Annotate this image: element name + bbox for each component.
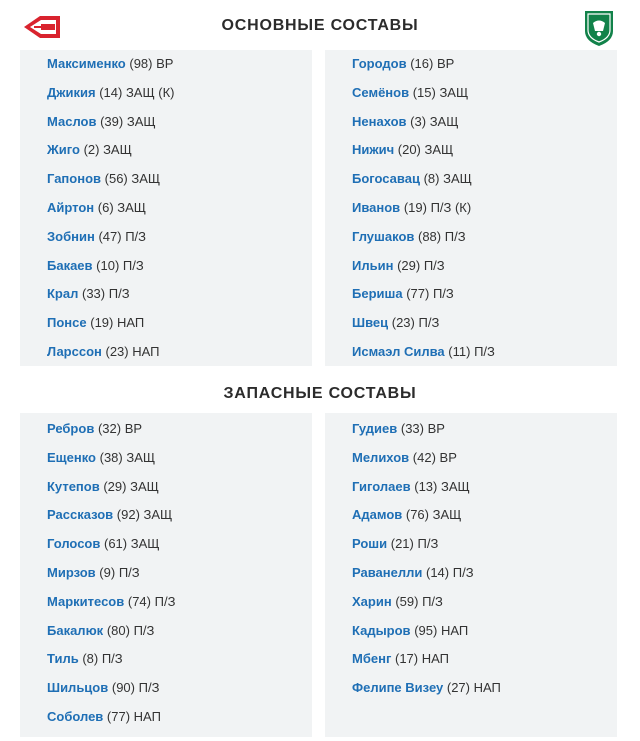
player-row [325, 50, 617, 79]
player-position: П/З (К) [430, 199, 472, 215]
player-name-link[interactable]: Рассказов [47, 507, 114, 523]
player-position: ЗАЩ [130, 478, 159, 494]
player-name-link[interactable]: Крал [47, 286, 79, 302]
player-row [325, 674, 617, 703]
player-position: П/З [474, 343, 495, 359]
player-position: НАП [473, 680, 501, 696]
player-position: ВР [439, 449, 457, 465]
player-name-link[interactable]: Мирзов [47, 564, 96, 580]
player-number: (27) [446, 680, 470, 696]
player-row [325, 338, 617, 367]
player-row [325, 501, 617, 530]
player-name-link[interactable]: Бакаев [47, 257, 93, 273]
player-row [20, 136, 312, 165]
player-position: П/З [138, 680, 160, 696]
player-row [20, 223, 312, 252]
player-name-link[interactable]: Зобнин [47, 228, 95, 244]
player-row [20, 703, 312, 732]
starting-lineups-header [0, 0, 640, 50]
player-position: ЗАЩ [443, 171, 472, 187]
page-title: ОСНОВНЫЕ СОСТАВЫ [221, 17, 419, 34]
player-position: НАП [440, 622, 469, 638]
home-starters-panel [20, 50, 312, 366]
starting-lineups-section [0, 0, 640, 368]
player-name-link[interactable]: Фелипе Визеу [352, 680, 444, 696]
player-name-link[interactable]: Тиль [47, 651, 79, 667]
player-position: П/З [108, 286, 130, 302]
player-row [325, 588, 617, 617]
player-name-link[interactable]: Нижич [352, 142, 395, 158]
player-row [325, 252, 617, 281]
player-position: НАП [133, 708, 161, 724]
player-name-link[interactable]: Мелихов [352, 449, 410, 465]
player-name-link[interactable]: Ильин [352, 257, 394, 273]
player-position: ВР [436, 56, 455, 71]
player-position: НАП [421, 651, 449, 667]
player-name-link[interactable]: Мбенг [352, 651, 392, 667]
player-number: (19) [403, 199, 427, 215]
player-number: (56) [104, 171, 128, 187]
player-row [325, 617, 617, 646]
player-name-link[interactable]: Ещенко [47, 449, 96, 465]
player-position: ЗАЩ [103, 142, 132, 158]
player-position: ЗАЩ (К) [125, 84, 175, 100]
player-position: ВР [156, 56, 174, 71]
player-name-link[interactable]: Ненахов [352, 113, 407, 129]
player-name-link[interactable]: Понсе [47, 315, 87, 331]
player-number: (21) [390, 536, 414, 552]
player-row [325, 645, 617, 674]
player-number: (80) [106, 622, 130, 638]
player-name-link[interactable]: Городов [352, 56, 407, 71]
player-number: (15) [412, 84, 436, 100]
player-name-link[interactable]: Исмаэл Силва [352, 343, 445, 359]
player-number: (29) [397, 257, 421, 273]
player-position: НАП [132, 343, 160, 359]
player-row [20, 309, 312, 338]
player-position: ЗАЩ [117, 199, 146, 215]
player-number: (33) [400, 421, 424, 436]
player-number: (76) [405, 507, 429, 523]
player-name-link[interactable]: Гапонов [47, 171, 102, 187]
player-number: (3) [410, 113, 427, 129]
player-number: (95) [414, 622, 438, 638]
player-number: (29) [103, 478, 127, 494]
player-name-link[interactable]: Гиголаев [352, 478, 411, 494]
player-position: ЗАЩ [131, 171, 161, 187]
player-number: (2) [83, 142, 100, 158]
player-position: П/З [432, 286, 454, 302]
player-number: (59) [395, 593, 419, 609]
section-title: ЗАПАСНЫЕ СОСТАВЫ [223, 385, 417, 402]
player-number: (98) [129, 56, 153, 71]
player-number: (39) [100, 113, 124, 129]
player-number: (38) [99, 449, 123, 465]
player-number: (11) [448, 343, 471, 359]
player-row [20, 194, 312, 223]
player-row [20, 617, 312, 646]
player-row [20, 530, 312, 559]
player-row [325, 415, 617, 444]
player-number: (16) [410, 56, 434, 71]
player-position: П/З [122, 257, 144, 273]
player-number: (14) [426, 564, 450, 580]
player-row [20, 338, 312, 367]
player-name-link[interactable]: Бакалюк [47, 622, 104, 638]
player-position: НАП [116, 315, 145, 331]
player-row [325, 473, 617, 502]
player-name-link[interactable]: Маслов [47, 113, 97, 129]
player-row [325, 108, 617, 137]
player-position: П/З [423, 257, 445, 273]
player-row [325, 280, 617, 309]
player-row [325, 223, 617, 252]
player-position: П/З [125, 228, 146, 244]
player-number: (8) [423, 171, 440, 187]
player-number: (13) [414, 478, 438, 494]
player-number: (77) [106, 708, 131, 724]
player-row [325, 530, 617, 559]
player-name-link[interactable]: Швец [352, 315, 389, 331]
player-name-link[interactable]: Максименко [47, 56, 126, 71]
player-position: П/З [101, 651, 123, 667]
player-row [20, 473, 312, 502]
player-number: (17) [394, 651, 419, 667]
player-row [20, 444, 312, 473]
player-number: (90) [111, 680, 135, 696]
player-name-link[interactable]: Кадыров [352, 622, 411, 638]
player-number: (92) [116, 507, 140, 523]
player-position: П/З [422, 593, 443, 609]
player-name-link[interactable]: Бериша [352, 286, 403, 302]
player-position: ВР [427, 421, 445, 436]
player-row [20, 645, 312, 674]
player-name-link[interactable]: Ларссон [47, 343, 102, 359]
player-name-link[interactable]: Жиго [47, 142, 80, 158]
substitutes-header [0, 368, 640, 413]
player-name-link[interactable]: Ребров [47, 421, 95, 436]
player-row [325, 444, 617, 473]
player-row [20, 79, 312, 108]
player-row [20, 50, 312, 79]
player-row [20, 108, 312, 137]
player-number: (6) [97, 199, 114, 215]
player-number: (8) [82, 651, 99, 667]
player-position: ЗАЩ [130, 536, 160, 552]
player-number: (19) [90, 315, 114, 331]
player-position: ЗАЩ [432, 507, 462, 523]
player-row [20, 252, 312, 281]
player-number: (77) [406, 286, 430, 302]
player-row [325, 79, 617, 108]
player-position: П/З [118, 564, 140, 580]
player-name-link[interactable]: Маркитесов [47, 593, 125, 609]
home-subs-panel [20, 413, 312, 737]
player-number: (14) [99, 84, 123, 100]
player-name-link[interactable]: Айртон [47, 199, 95, 215]
akhmat-logo [583, 9, 615, 47]
substitutes-section [0, 368, 640, 741]
player-row [20, 588, 312, 617]
player-row [325, 559, 617, 588]
player-name-link[interactable]: Роши [352, 536, 388, 552]
player-name-link[interactable]: Раванелли [352, 564, 423, 580]
player-row [20, 280, 312, 309]
player-number: (47) [98, 228, 122, 244]
player-position: ВР [124, 421, 143, 436]
player-number: (23) [105, 343, 129, 359]
away-subs-panel [325, 413, 617, 737]
player-number: (10) [96, 257, 120, 273]
player-number: (20) [397, 142, 421, 158]
player-position: ЗАЩ [126, 113, 156, 129]
player-number: (33) [82, 286, 106, 302]
player-row [325, 194, 617, 223]
player-number: (9) [99, 564, 116, 580]
player-position: П/З [417, 536, 439, 552]
player-position: ЗАЩ [440, 478, 470, 494]
player-position: ЗАЩ [439, 84, 469, 100]
player-number: (32) [97, 421, 122, 436]
player-number: (42) [412, 449, 436, 465]
away-starters-panel [325, 50, 617, 366]
player-row [20, 674, 312, 703]
player-row [20, 165, 312, 194]
player-position: ЗАЩ [126, 449, 156, 465]
player-row [325, 136, 617, 165]
player-name-link[interactable]: Харин [352, 593, 392, 609]
player-name-link[interactable]: Соболев [47, 708, 104, 724]
player-position: ЗАЩ [429, 113, 459, 129]
player-row [325, 165, 617, 194]
player-name-link[interactable]: Глушаков [352, 228, 415, 244]
player-name-link[interactable]: Адамов [352, 507, 403, 523]
player-name-link[interactable]: Джикия [47, 84, 96, 100]
player-row [20, 559, 312, 588]
player-position: П/З [418, 315, 440, 331]
player-name-link[interactable]: Гудиев [352, 421, 398, 436]
player-row [20, 415, 312, 444]
player-row [325, 309, 617, 338]
player-position: П/З [452, 564, 474, 580]
player-position: П/З [154, 593, 176, 609]
player-name-link[interactable]: Шильцов [47, 680, 109, 696]
player-row [20, 501, 312, 530]
player-name-link[interactable]: Семёнов [352, 84, 410, 100]
player-name-link[interactable]: Богосавац [352, 171, 420, 187]
player-number: (74) [127, 593, 151, 609]
player-name-link[interactable]: Кутепов [47, 478, 100, 494]
player-number: (88) [418, 228, 442, 244]
player-position: П/З [444, 228, 466, 244]
player-position: ЗАЩ [424, 142, 454, 158]
player-position: ЗАЩ [143, 507, 173, 523]
player-number: (61) [103, 536, 128, 552]
player-position: П/З [133, 622, 155, 638]
player-number: (23) [391, 315, 415, 331]
player-name-link[interactable]: Иванов [352, 199, 401, 215]
player-name-link[interactable]: Голосов [47, 536, 101, 552]
